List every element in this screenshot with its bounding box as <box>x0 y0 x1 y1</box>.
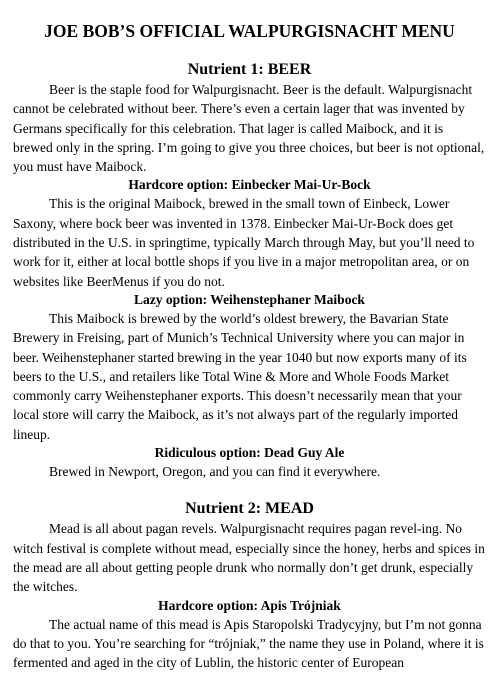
paragraph-apis: The actual name of this mead is Apis Staropolski Tradycyjny, but I’m not gonna do that to you. You’re searching for “trójniak,” the name they use in Poland, where it is fermented and aged in the city of Lublin, the historic center of European <box>13 616 484 671</box>
section-heading-mead: Nutrient 2: MEAD <box>185 500 314 518</box>
paragraph-mead-intro: Mead is all about pagan revels. Walpurgisnacht requires pagan revel-ing. No witch festival is complete without mead, especially since the honey, herbs and spices in the mead are all about getting people drunk who normally don’t get drunk, especially the witches. <box>13 521 485 595</box>
section-spacer <box>13 481 486 499</box>
option-heading-weihenstephaner: Lazy option: Weihenstephaner Maibock <box>134 291 365 307</box>
option-heading-apis: Hardcore option: Apis Trójniak <box>158 597 341 613</box>
paragraph-beer-intro: Beer is the staple food for Walpurgisnacht. Beer is the default. Walpurgisnacht cannot be celebrated without beer. There’s even a certain lager that was invented by Germans specifically for this celebration. That lager is called Maibock, and it is brewed only in the spring. I’m going to give you three choices, but beer is not optional, you must have Maibock. <box>13 82 485 175</box>
section-heading-beer: Nutrient 1: BEER <box>187 61 312 78</box>
paragraph-einbecker: This is the original Maibock, brewed in the small town of Einbeck, Lower Saxony, where bock beer was invented in 1378. Einbecker Mai-Ur-Bock does get distributed in the U.S. in springtime, typically March through May, but you’ll need to work for it, either at local bottle shops if you live in a major metropolitan area, or on websites like BeerMenus if you do not. <box>13 196 475 289</box>
option-heading-dead-guy: Ridiculous option: Dead Guy Ale <box>154 445 345 461</box>
option-heading-einbecker: Hardcore option: Einbecker Mai-Ur-Bock <box>128 177 371 193</box>
paragraph-weihenstephaner: This Maibock is brewed by the world’s oldest brewery, the Bavarian State Brewery in Freising, part of Munich’s Technical University where you can major in beer. Weihenstephaner started brewing in the year 1040 but now exports many of its beers to the U.S., and retailers like Total Wine & More and Whole Foods Market commonly carry Weihenstephaner exports. This doesn’t necessarily mean that your local store will carry the Maibock, as it’s not always part of the regularly imported lineup. <box>13 310 467 442</box>
document-title: JOE BOB’S OFFICIAL WALPURGISNACHT MENU <box>44 21 455 41</box>
paragraph-dead-guy: Brewed in Newport, Oregon, and you can find it everywhere. <box>49 464 381 480</box>
